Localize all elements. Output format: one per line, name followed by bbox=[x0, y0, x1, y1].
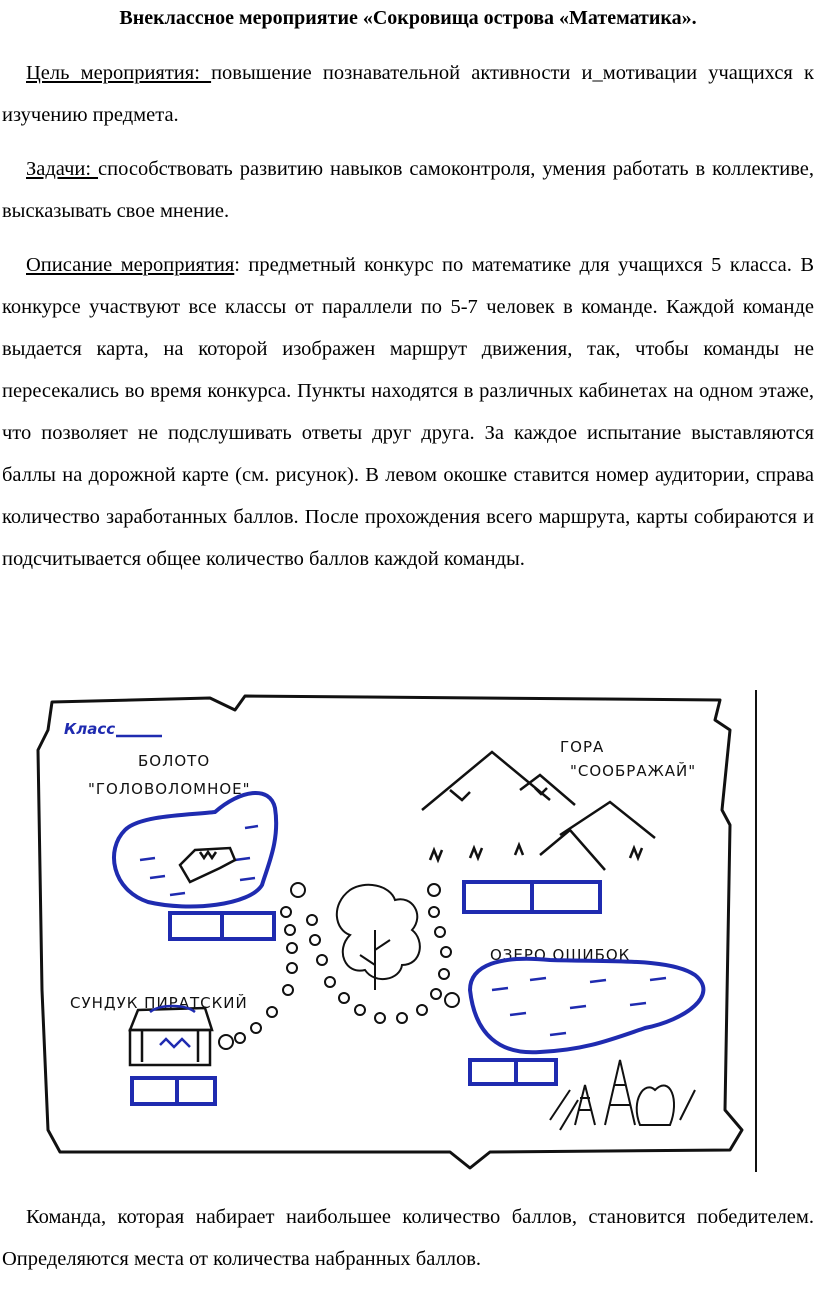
lake-room-box bbox=[470, 1060, 516, 1084]
tasks-text: способствовать развитию навыков самоконтроля, умения работать в коллективе, высказывать свое мнение. bbox=[2, 158, 814, 222]
swamp-label-line1: БОЛОТО bbox=[138, 752, 211, 770]
tree-icon bbox=[337, 885, 420, 990]
chest-room-box bbox=[132, 1078, 177, 1104]
mountain-label-line2: "СООБРАЖАЙ" bbox=[570, 762, 697, 780]
swamp-waves bbox=[140, 826, 258, 895]
description-text: : предметный конкурс по математике для учащихся 5 класса. В конкурсе участвуют все классы от параллели по 5-7 человек в команде. Каждой команде выдается карта, на которой изображен маршрут движения, так, чтобы команды не пересекались во время конкурса. Пункты находятся в различных кабинетах на одном этаже, что позволяет не подслушивать ответы друг друга. За каждое испытание выставляются баллы на дорожной карте (см. рисунок). В левом окошке ставится номер аудитории, справа количество заработанных баллов. После прохождения всего маршрута, карты собираются и подсчитывается общее количество баллов каждой команды. bbox=[2, 254, 814, 570]
goal-text: повышение познавательной активности и_мотивации учащихся к изучению предмета. bbox=[2, 62, 814, 126]
treasure-chest-icon bbox=[130, 1006, 212, 1065]
tasks-paragraph bbox=[2, 148, 814, 232]
goal-paragraph bbox=[2, 52, 814, 136]
chest-score-box bbox=[177, 1078, 215, 1104]
conclusion-paragraph: Команда, которая набирает наибольшее количество баллов, становится победителем. Определяются места от количества набранных баллов. bbox=[2, 1206, 814, 1270]
mountain-label-line1: ГОРА bbox=[560, 738, 605, 756]
description-label: Описание мероприятия bbox=[26, 254, 235, 276]
swamp-score-box bbox=[222, 913, 274, 939]
forest-icon bbox=[550, 1060, 695, 1130]
treasure-map bbox=[30, 690, 770, 1180]
mountain-score-box bbox=[532, 882, 600, 912]
chest-label: СУНДУК ПИРАТСКИЙ bbox=[70, 994, 248, 1012]
page-title: Внеклассное мероприятие «Сокровища острова «Математика». bbox=[119, 7, 697, 29]
crocodile-skull-icon bbox=[180, 848, 235, 882]
goal-label: Цель мероприятия: bbox=[26, 62, 212, 84]
lake-shape bbox=[470, 959, 703, 1053]
lake-score-box bbox=[516, 1060, 556, 1084]
description-paragraph bbox=[2, 244, 814, 580]
route-dots bbox=[219, 883, 459, 1049]
tasks-label: Задачи: bbox=[26, 158, 99, 180]
class-label: Класс bbox=[64, 720, 116, 738]
mountain-room-box bbox=[464, 882, 532, 912]
swamp-room-box bbox=[170, 913, 222, 939]
swamp-label-line2: "ГОЛОВОЛОМНОЕ" bbox=[88, 780, 251, 798]
lake-waves bbox=[492, 978, 666, 1035]
lake-label: ОЗЕРО ОШИБОК bbox=[490, 946, 631, 964]
